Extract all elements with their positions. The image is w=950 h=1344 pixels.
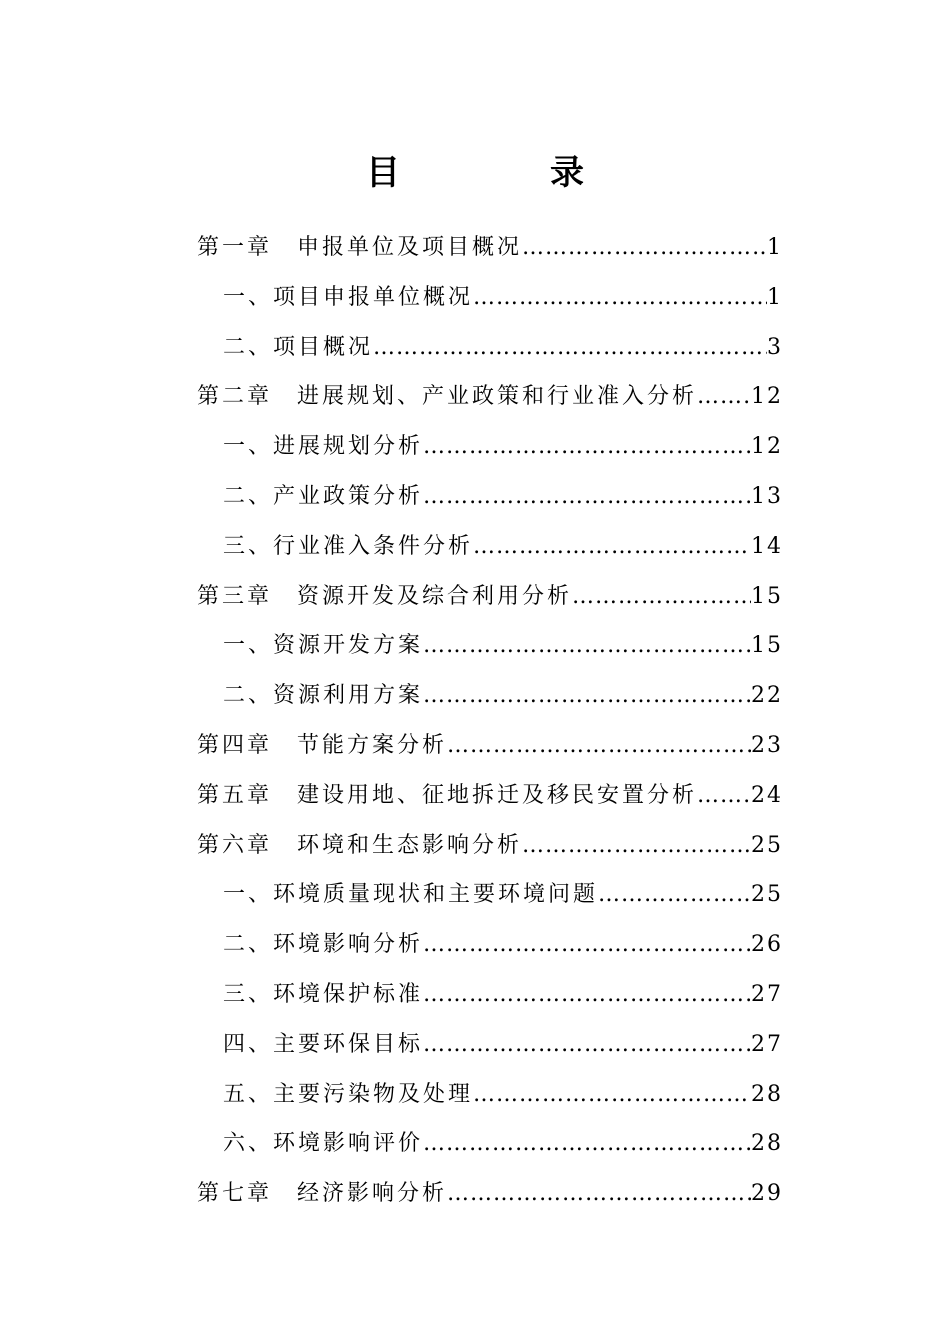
toc-page-number: 29 [751, 1181, 783, 1207]
toc-entry-prefix [197, 671, 273, 721]
toc-entry-label: 主要环保目标 [273, 1031, 424, 1057]
toc-entry-label: 经济影响分析 [297, 1181, 448, 1207]
toc-section-entry[interactable] [197, 472, 783, 522]
toc-entry-label: 资源开发及综合利用分析 [297, 583, 573, 609]
toc-entry-number: 二、 [223, 483, 274, 509]
toc-section-entry[interactable] [197, 920, 783, 970]
toc-entry-prefix [197, 621, 273, 671]
toc-section-entry[interactable] [197, 323, 783, 373]
toc-entry-number: 一、 [223, 882, 274, 908]
toc-dot-leader [373, 323, 767, 373]
toc-entry-label: 资源开发方案 [273, 633, 424, 659]
toc-page-number: 12 [751, 434, 783, 460]
toc-section-entry[interactable] [197, 1070, 783, 1120]
toc-page-number: 28 [751, 1081, 783, 1107]
toc-page-number: 22 [751, 683, 783, 709]
toc-chapter-entry[interactable] [197, 572, 783, 622]
toc-entry-label: 项目概况 [273, 334, 374, 360]
toc-dot-leader [522, 223, 767, 273]
toc-entry-label: 进展规划、产业政策和行业准入分析 [297, 384, 698, 410]
table-of-contents [197, 223, 783, 1219]
toc-dot-leader [473, 1070, 751, 1120]
toc-entry-number: 五、 [223, 1081, 274, 1107]
toc-entry-prefix [197, 372, 297, 422]
toc-page-number: 13 [751, 483, 783, 509]
toc-entry-label: 行业准入条件分析 [273, 533, 474, 559]
toc-dot-leader [423, 1119, 751, 1169]
toc-entry-label: 环境影响分析 [273, 932, 424, 958]
toc-page-number: 27 [751, 1031, 783, 1057]
toc-entry-prefix [197, 970, 273, 1020]
toc-dot-leader [447, 1169, 751, 1219]
toc-entry-prefix [197, 273, 273, 323]
toc-entry-number: 第五章 [197, 782, 273, 808]
toc-entry-prefix [197, 821, 297, 871]
toc-dot-leader [697, 771, 751, 821]
toc-entry-number: 一、 [223, 284, 274, 310]
toc-page-number: 25 [751, 882, 783, 908]
toc-page-number: 14 [751, 533, 783, 559]
toc-section-entry[interactable] [197, 1119, 783, 1169]
toc-entry-prefix [197, 870, 273, 920]
toc-entry-prefix [197, 1119, 273, 1169]
toc-entry-number: 一、 [223, 434, 274, 460]
toc-entry-prefix [197, 572, 297, 622]
toc-entry-number: 第三章 [197, 583, 273, 609]
toc-page-number: 24 [751, 782, 783, 808]
toc-entry-number: 一、 [223, 633, 274, 659]
toc-section-entry[interactable] [197, 870, 783, 920]
toc-entry-prefix [197, 223, 297, 273]
toc-dot-leader [423, 621, 751, 671]
toc-entry-number: 六、 [223, 1131, 274, 1157]
toc-entry-label: 建设用地、征地拆迁及移民安置分析 [297, 782, 698, 808]
toc-dot-leader [473, 273, 767, 323]
toc-chapter-entry[interactable] [197, 223, 783, 273]
toc-entry-label: 环境影响评价 [273, 1131, 424, 1157]
toc-entry-prefix [197, 920, 273, 970]
toc-page-number: 1 [767, 284, 783, 310]
toc-section-entry[interactable] [197, 970, 783, 1020]
toc-entry-label: 资源利用方案 [273, 683, 424, 709]
toc-entry-number: 第二章 [197, 384, 273, 410]
toc-entry-prefix [197, 771, 297, 821]
toc-section-entry[interactable] [197, 621, 783, 671]
toc-entry-label: 主要污染物及处理 [273, 1081, 474, 1107]
toc-entry-number: 二、 [223, 932, 274, 958]
toc-chapter-entry[interactable] [197, 821, 783, 871]
toc-chapter-entry[interactable] [197, 721, 783, 771]
toc-page-number: 26 [751, 932, 783, 958]
toc-page-number: 15 [751, 583, 783, 609]
toc-page-number: 12 [751, 384, 783, 410]
toc-entry-label: 环境和生态影响分析 [297, 832, 523, 858]
toc-dot-leader [447, 721, 751, 771]
toc-page-number: 28 [751, 1131, 783, 1157]
toc-page-number: 25 [751, 832, 783, 858]
toc-dot-leader [423, 472, 751, 522]
toc-section-entry[interactable] [197, 1020, 783, 1070]
toc-dot-leader [423, 1020, 751, 1070]
toc-entry-number: 第六章 [197, 832, 273, 858]
toc-entry-prefix [197, 1020, 273, 1070]
toc-entry-prefix [197, 721, 297, 771]
toc-entry-prefix [197, 522, 273, 572]
toc-section-entry[interactable] [197, 671, 783, 721]
toc-entry-label: 环境保护标准 [273, 981, 424, 1007]
toc-dot-leader [522, 821, 751, 871]
toc-dot-leader [473, 522, 751, 572]
toc-entry-number: 三、 [223, 533, 274, 559]
toc-entry-number: 三、 [223, 981, 274, 1007]
toc-entry-label: 进展规划分析 [273, 434, 424, 460]
toc-entry-prefix [197, 422, 273, 472]
toc-entry-number: 二、 [223, 334, 274, 360]
toc-entry-prefix [197, 472, 273, 522]
toc-section-entry[interactable] [197, 522, 783, 572]
toc-page-number: 23 [751, 732, 783, 758]
toc-chapter-entry[interactable] [197, 771, 783, 821]
toc-entry-number: 第四章 [197, 732, 273, 758]
toc-section-entry[interactable] [197, 422, 783, 472]
toc-dot-leader [598, 870, 751, 920]
toc-page-number: 15 [751, 633, 783, 659]
toc-dot-leader [423, 920, 751, 970]
toc-dot-leader [572, 572, 751, 622]
toc-entry-prefix [197, 323, 273, 373]
toc-page-number: 27 [751, 981, 783, 1007]
toc-chapter-entry[interactable] [197, 372, 783, 422]
toc-page-number: 1 [767, 235, 783, 260]
toc-entry-label: 节能方案分析 [297, 732, 448, 758]
toc-entry-number: 二、 [223, 683, 274, 709]
toc-entry-label: 产业政策分析 [273, 483, 424, 509]
toc-dot-leader [423, 422, 751, 472]
toc-entry-number: 第七章 [197, 1181, 273, 1207]
toc-page-number: 3 [767, 334, 783, 360]
toc-entry-label: 项目申报单位概况 [273, 284, 474, 310]
toc-dot-leader [697, 372, 751, 422]
toc-entry-number: 第一章 [197, 235, 273, 260]
toc-dot-leader [423, 970, 751, 1020]
toc-entry-prefix [197, 1070, 273, 1120]
page-title: 目 录 [366, 152, 642, 193]
toc-section-entry[interactable] [197, 273, 783, 323]
toc-dot-leader [423, 671, 751, 721]
toc-entry-label: 申报单位及项目概况 [297, 235, 523, 260]
toc-entry-prefix [197, 1169, 297, 1219]
toc-chapter-entry[interactable] [197, 1169, 783, 1219]
toc-entry-label: 环境质量现状和主要环境问题 [273, 882, 599, 908]
toc-entry-number: 四、 [223, 1031, 274, 1057]
